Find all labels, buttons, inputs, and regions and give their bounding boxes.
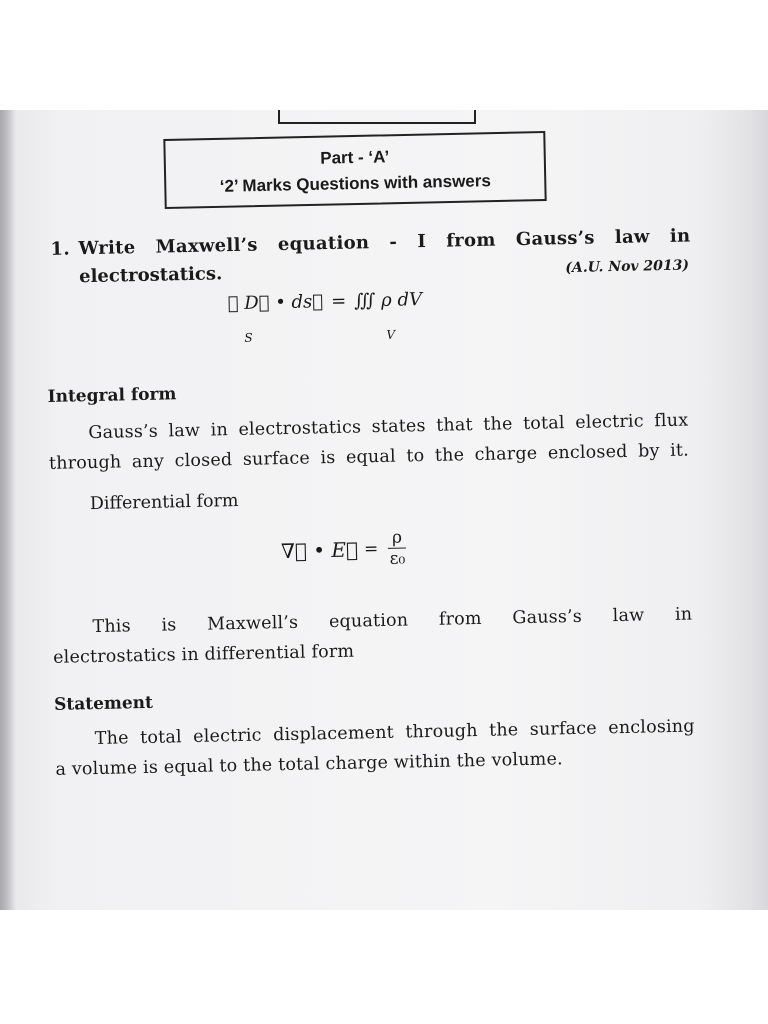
equation1-equals: =: [330, 290, 347, 312]
integral-form-heading: Integral form: [47, 384, 177, 407]
word: is: [161, 615, 177, 636]
word: law: [612, 605, 645, 627]
gauss-differential-equation: [280, 527, 406, 571]
statement-line-1: The total electric displacement through the surface enclosing: [94, 716, 695, 750]
differential-form-heading: Differential form: [89, 490, 239, 515]
fraction-denominator: ε₀: [389, 548, 406, 569]
equation1-rhs: ∭ ρ dV: [353, 289, 423, 312]
word: Gauss’s: [512, 606, 583, 629]
equation2-equals: =: [363, 538, 379, 559]
word: Maxwell’s: [206, 612, 299, 635]
this-is-line-2: electrostatics in differential form: [52, 641, 355, 668]
gauss-integral-equation: [228, 289, 423, 314]
volume-limit: V: [386, 327, 396, 342]
fraction-numerator: ρ: [391, 527, 403, 548]
statement-line-2: a volume is equal to the total charge within the volume.: [55, 749, 564, 780]
integral-form-line-1: Gauss’s law in electrostatics states that the total electric flux: [88, 410, 689, 444]
part-title: Part - ‘A’: [320, 147, 390, 168]
page-content: [0, 110, 768, 910]
part-subtitle: ‘2’ Marks Questions with answers: [219, 171, 492, 196]
word: This: [92, 616, 132, 638]
exam-reference: (A.U. Nov 2013): [565, 257, 690, 277]
this-is-paragraph: [52, 600, 693, 673]
word: in: [674, 604, 693, 625]
word: from: [438, 608, 482, 630]
rho-over-epsilon: [388, 527, 407, 568]
statement-heading: Statement: [53, 692, 154, 715]
question-text: Write Maxwell’s equation - I from Gauss’s law in: [78, 225, 691, 260]
equation1-lhs: ∯ D⃗ • ds⃗: [227, 291, 324, 315]
equation2-lhs: ∇⃗ • E⃗: [280, 536, 359, 563]
question-text-continued: electrostatics.: [78, 263, 223, 288]
statement-paragraph: [55, 711, 696, 784]
integral-form-line-2: through any closed surface is equal to the charge enclosed by it.: [48, 440, 690, 474]
integral-form-paragraph: [48, 406, 689, 479]
book-page-photo: [0, 110, 768, 910]
question-number: 1.: [50, 238, 71, 260]
word: equation: [328, 610, 409, 633]
question-line-2: [79, 253, 689, 287]
surface-limit: S: [244, 330, 253, 345]
